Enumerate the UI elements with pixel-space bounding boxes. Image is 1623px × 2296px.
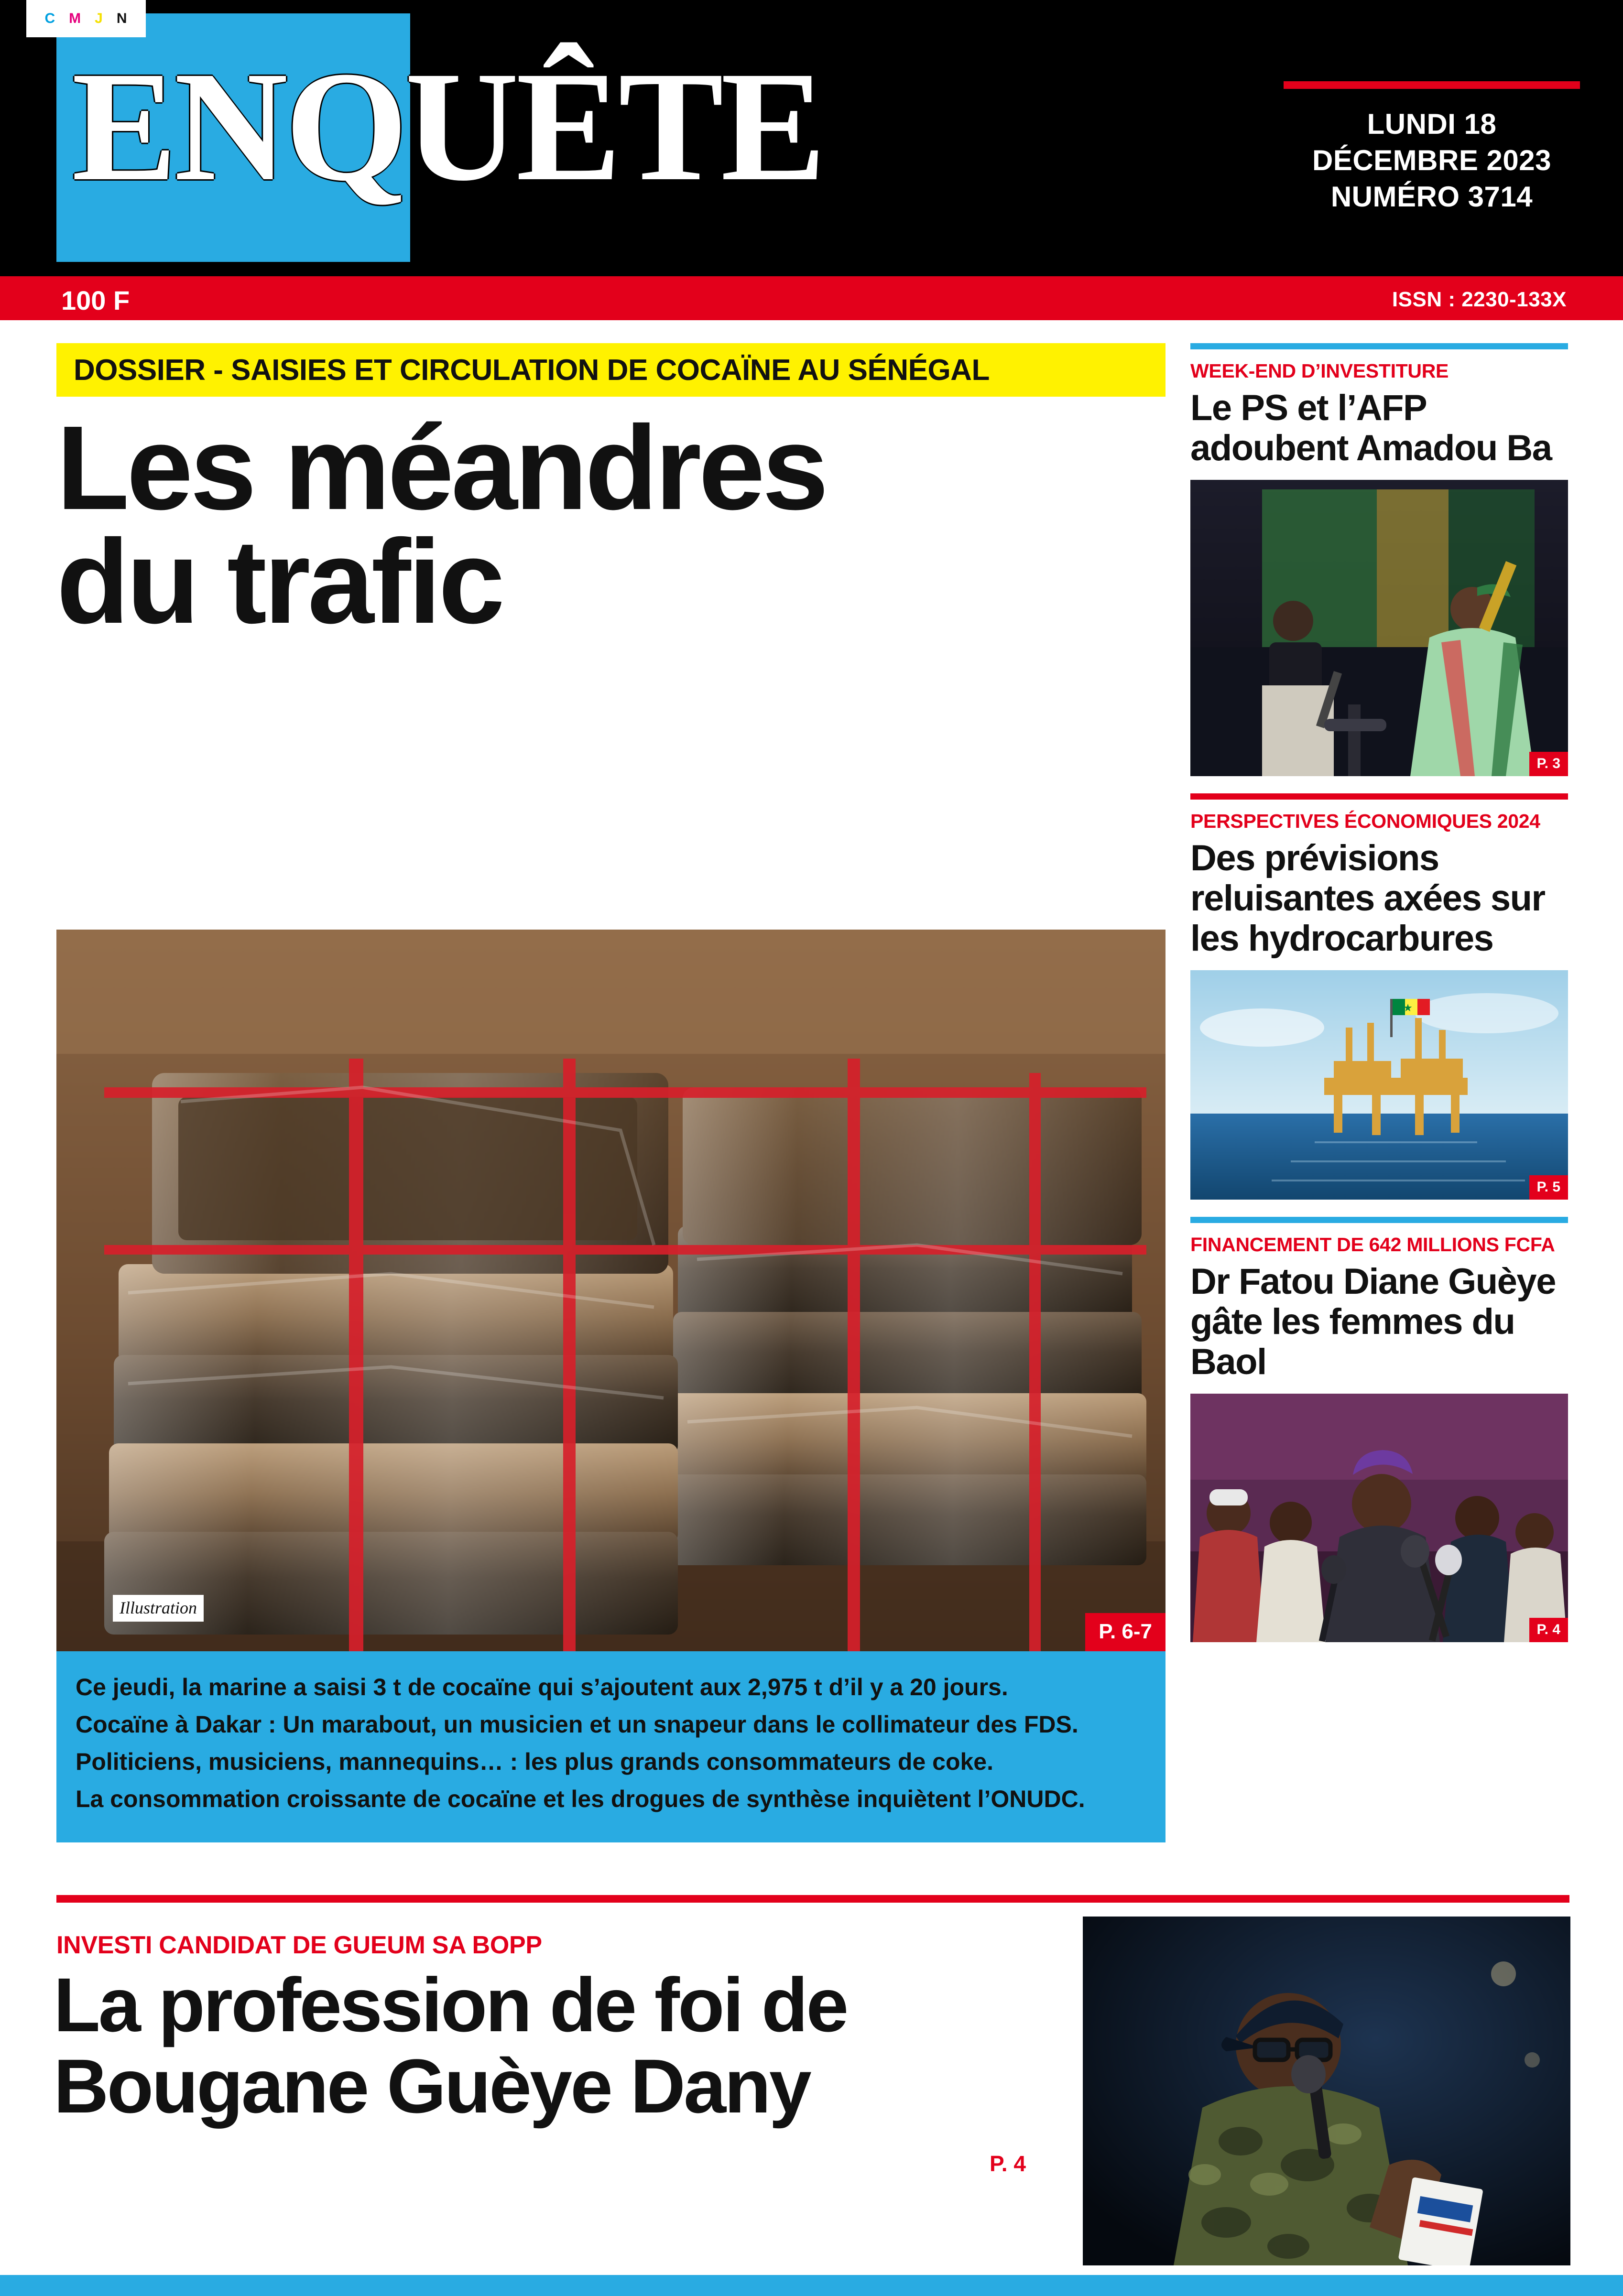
sidebar-story-rule-1 (1190, 343, 1568, 349)
sidebar-kicker-2: PERSPECTIVES ÉCONOMIQUES 2024 (1190, 810, 1540, 832)
sidebar-kicker-3: FINANCEMENT DE 642 MILLIONS FCFA (1190, 1234, 1555, 1256)
bottom-blue-bar (0, 2275, 1623, 2296)
lead-headline-line1: Les méandres (56, 401, 826, 534)
publication-logo (72, 39, 1219, 246)
lead-summary (56, 1651, 1166, 1842)
lead-summary-line-2: Cocaïne à Dakar : Un marabout, un musicien et un snapeur dans le collimateur des FDS. (76, 1711, 1078, 1738)
sidebar-photo-3 (1190, 1394, 1568, 1642)
bottom-headline-line2: Bougane Guèye Dany (54, 2043, 810, 2129)
issue-day: LUNDI 18 (1367, 108, 1497, 140)
sidebar-page-ref-2[interactable]: P. 5 (1529, 1175, 1569, 1200)
bottom-photo (1083, 1917, 1570, 2265)
price-label: 100 F (61, 285, 130, 315)
sidebar-photo-2 (1190, 970, 1568, 1200)
sidebar-photo-1 (1190, 480, 1568, 776)
offshore-platform-illustration (1190, 970, 1568, 1200)
lead-photo-credit: Illustration (113, 1595, 204, 1622)
bottom-headline-line1: La profession de foi de (54, 1962, 847, 2047)
bottom-kicker: INVESTI CANDIDAT DE GUEUM SA BOPP (56, 1931, 542, 1959)
sidebar-title-1[interactable]: Le PS et l’AFP adoubent Amadou Ba (1190, 388, 1552, 468)
cmjn-m: M (69, 11, 82, 26)
lead-summary-line-4: La consommation croissante de cocaïne et les drogues de synthèse inquiètent l’ONUDC. (76, 1786, 1085, 1812)
sidebar-page-ref-1[interactable]: P. 3 (1529, 752, 1569, 776)
lead-summary-line-1: Ce jeudi, la marine a saisi 3 t de cocaïne qui s’ajoutent aux 2,975 t d’il y a 20 jours. (76, 1674, 1008, 1700)
issue-number: NUMÉRO 3714 (1330, 181, 1533, 213)
right-column (1190, 343, 1568, 1642)
issue-info (1274, 81, 1590, 215)
podium-ceremony-illustration (1190, 480, 1568, 776)
svg-text:★: ★ (1403, 1002, 1413, 1014)
speaker-with-microphone-illustration (1083, 1917, 1570, 2265)
publication-logo-text: ENQUÊTE (72, 39, 823, 214)
lead-headline[interactable] (56, 401, 1175, 648)
masthead (0, 0, 1623, 276)
issue-month-year: DÉCEMBRE 2023 (1312, 144, 1551, 176)
cmjn-color-bar (26, 0, 146, 37)
price-issn-bar (0, 276, 1623, 320)
issn-label: ISSN : 2230-133X (1392, 288, 1567, 311)
lead-page-ref[interactable]: P. 6-7 (1085, 1613, 1166, 1651)
lead-summary-line-3: Politiciens, musiciens, mannequins… : les plus grands consommateurs de coke. (76, 1748, 993, 1775)
bottom-separator (56, 1895, 1569, 1903)
cocaine-bricks-illustration (56, 930, 1166, 1651)
bottom-headline[interactable] (54, 1964, 1067, 2127)
issue-info-rule (1284, 81, 1580, 89)
sidebar-kicker-1: WEEK-END D’INVESTITURE (1190, 360, 1449, 382)
sidebar-story-investiture[interactable] (1190, 343, 1568, 776)
cmjn-c: C (44, 11, 56, 26)
lead-headline-line2: du trafic (56, 515, 502, 648)
sidebar-title-2[interactable]: Des prévisions reluisantes axées sur les hydrocarbures (1190, 838, 1545, 959)
press-conference-illustration (1190, 1394, 1568, 1642)
lead-kicker (56, 343, 1166, 397)
lead-kicker-text: DOSSIER - SAISIES ET CIRCULATION DE COCAÏNE AU SÉNÉGAL (74, 353, 990, 387)
sidebar-story-rule-3 (1190, 1217, 1568, 1223)
sidebar-page-ref-3[interactable]: P. 4 (1529, 1618, 1569, 1642)
sidebar-title-3[interactable]: Dr Fatou Diane Guèye gâte les femmes du Baol (1190, 1261, 1556, 1382)
sidebar-story-financement[interactable] (1190, 1217, 1568, 1642)
bottom-page-ref[interactable]: P. 4 (990, 2151, 1026, 2176)
cmjn-j: J (95, 11, 103, 26)
lead-photo (56, 930, 1166, 1651)
sidebar-story-economy[interactable] (1190, 793, 1568, 1200)
cmjn-n: N (116, 11, 128, 26)
sidebar-story-rule-2 (1190, 793, 1568, 800)
